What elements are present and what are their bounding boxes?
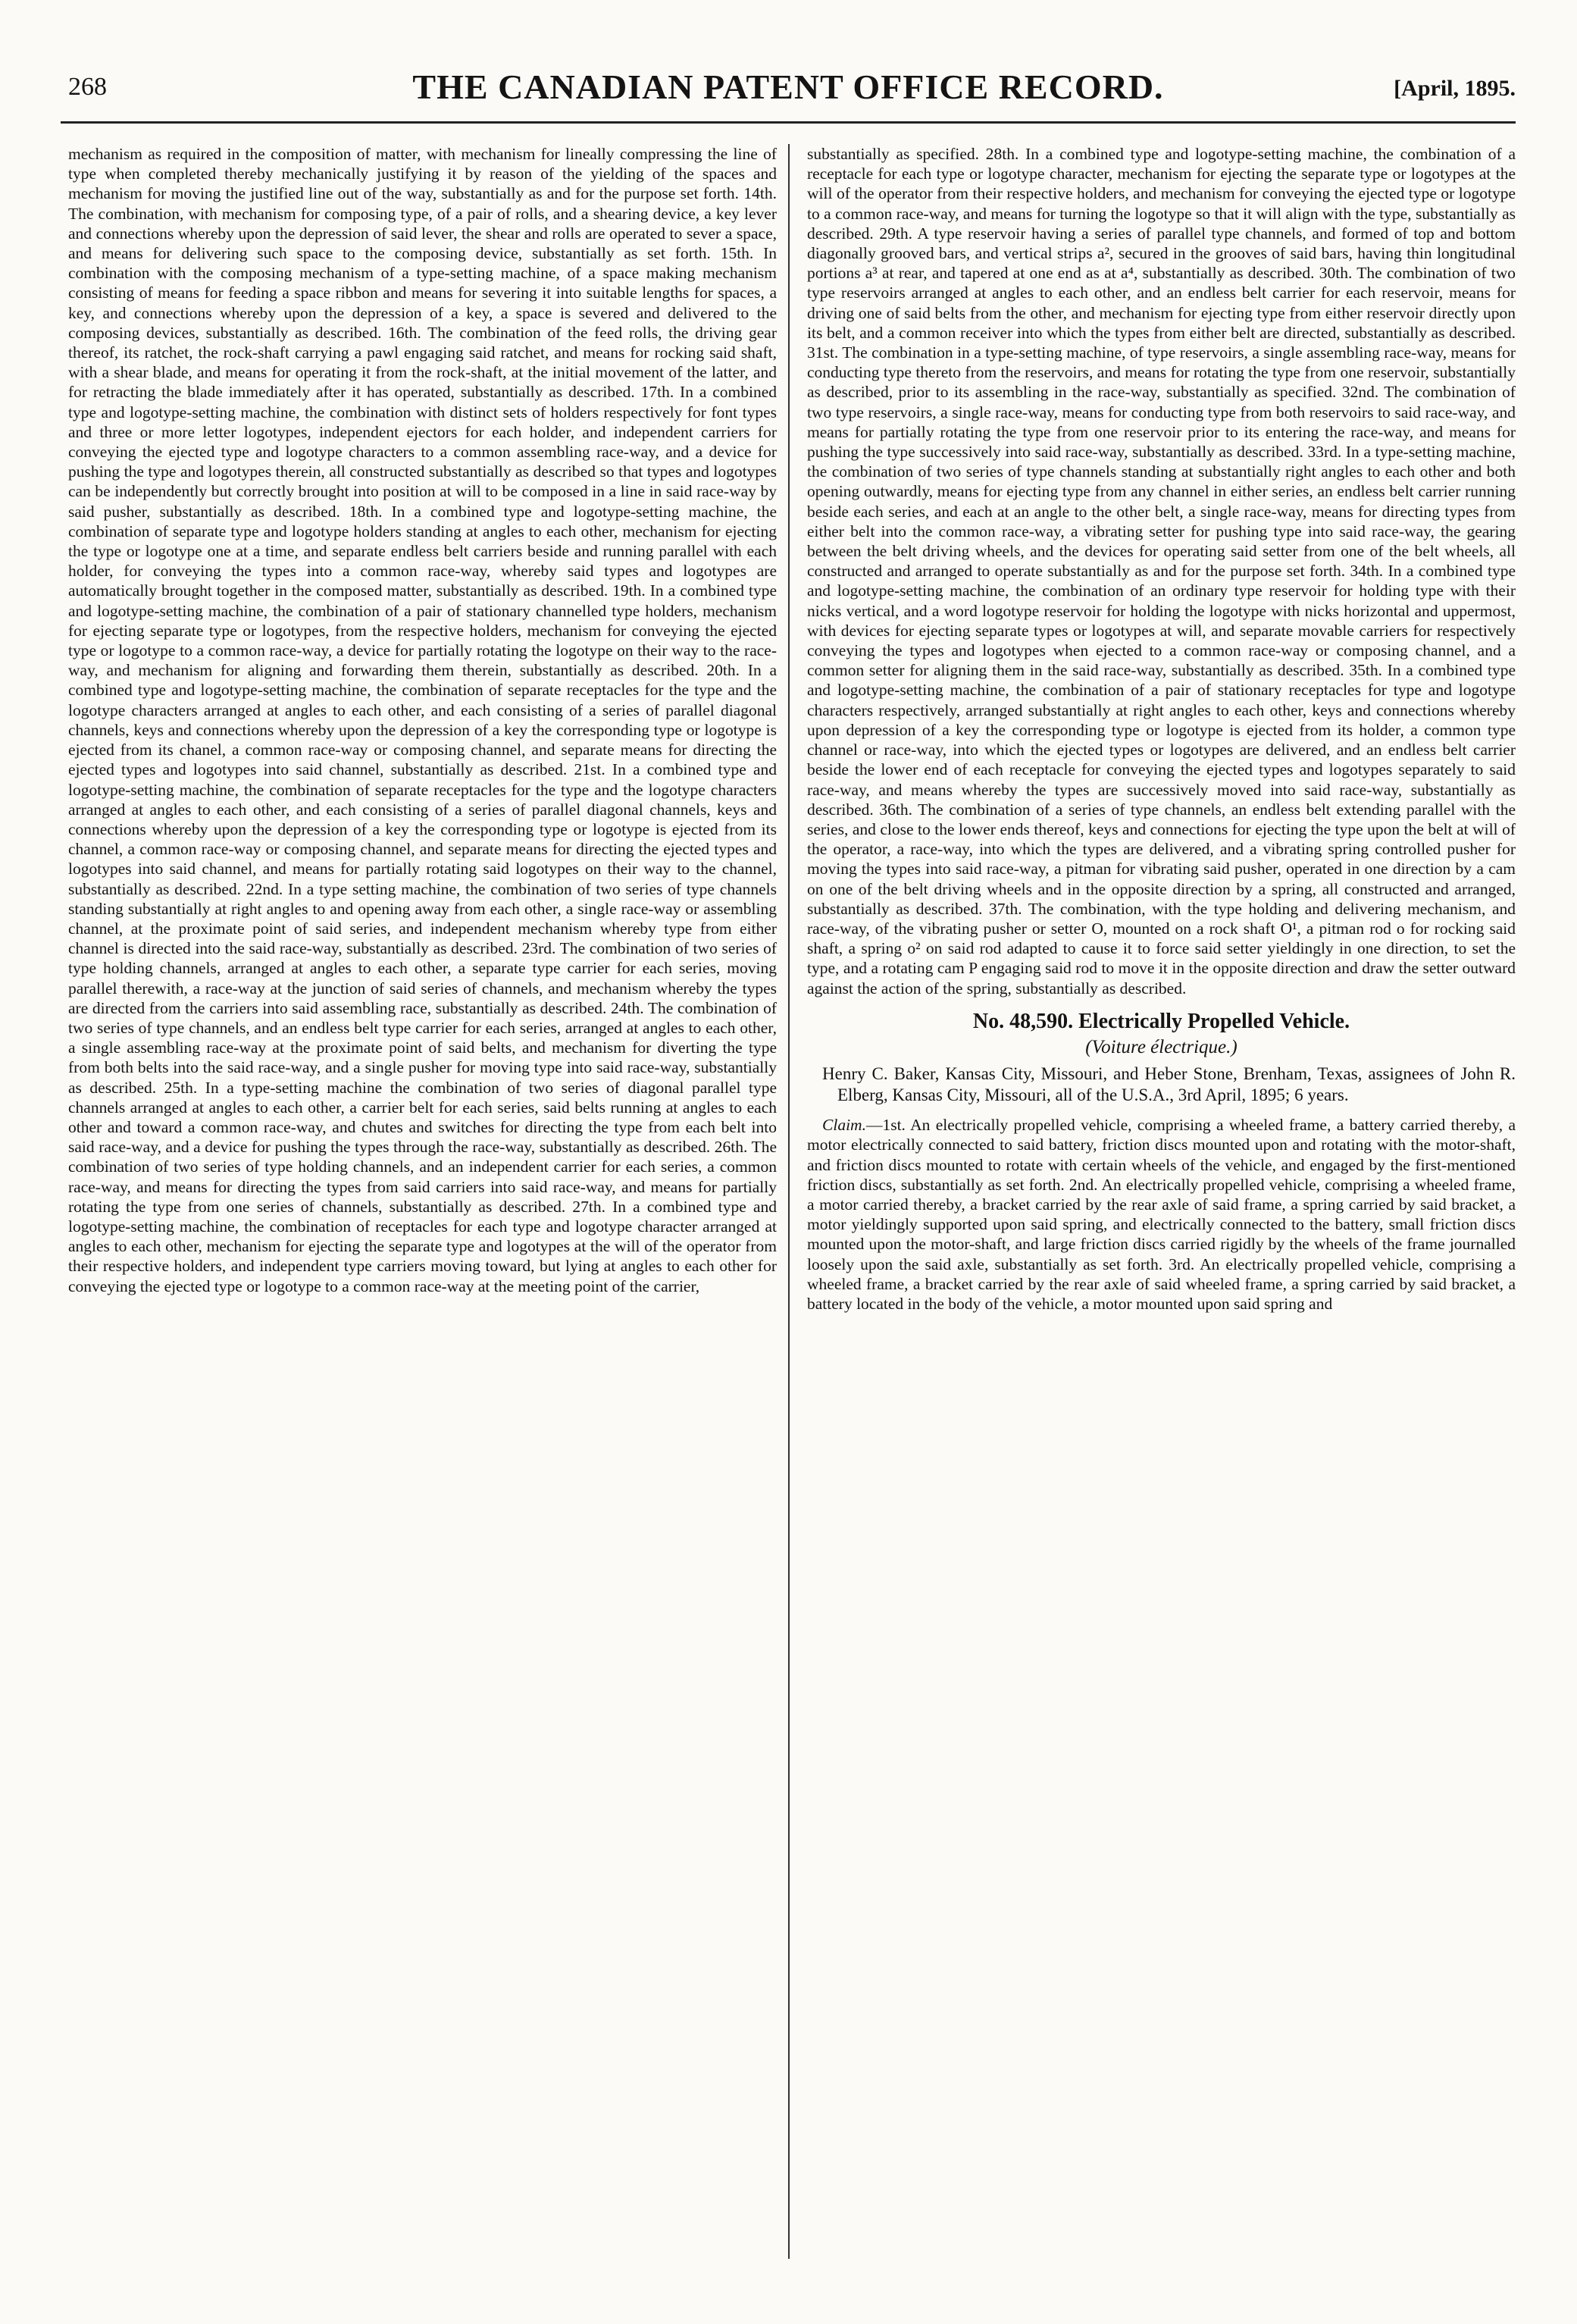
left-column [68, 144, 777, 2259]
patent-heading: No. 48,590. Electrically Propelled Vehicle. [972, 1009, 1350, 1033]
header-rule [61, 121, 1516, 124]
right-column-text: substantially as specified. 28th. In a combined type and logotype-setting machine, the combination of a receptacle for each type or logotype character, mechanism for ejecting the separate type or logotypes at the will of the operator from their respective holders, and mechanism for conveying the ejected type or logotype to a common race-way, and means for turning the logotype so that it will align with the type, substantially as described. 29th. A type reservoir having a series of parallel type channels, and formed of top and bottom diagonally grooved bars, and vertical strips a², secured in the grooves of said bars, having thin longitudinal portions a³ at rear, and tapered at one end as at a⁴, substantially as described. 30th. The combination of two type reservoirs arranged at angles to each other, and an endless belt carrier for each reservoir, means for driving one of said belts from the other, and mechanism for ejecting type from either reservoir directly upon its belt, and a common receiver into which the types from either belt are directed, substantially as described. 31st. The combination in a type-setting machine, of type reservoirs, a single assembling race-way, means for conducting type thereto from the reservoirs, and means for rotating the type from one reservoir, substantially as described, prior to its assembling in the race-way, substantially as specified. 32nd. The combination of two type reservoirs, a single race-way, means for conducting type from both reservoirs to said race-way, and means for partially rotating the type from one reservoir prior to its entering the race-way, and means for pushing the type successively into said race-way, substantially as described. 33rd. In a type-setting machine, the combination of two series of type channels standing at substantially right angles to each other and both opening outwardly, means for ejecting type from any channel in either series, an endless belt carrier running beside each series, and each at an angle to the other belt, a single race-way, means for directing types from either belt into the common race-way, a vibrating setter for pushing type into said race-way, the gearing between the belt driving wheels, and the devices for operating said setter from one of the belt wheels, all constructed and arranged to operate substantially as and for the purpose set forth. 34th. In a combined type and logotype-setting machine, the combination of an ordinary type reservoir for holding type with their nicks vertical, and a word logotype reservoir for holding the logotype with nicks horizontal and uppermost, with devices for ejecting separate types or logotypes at will, and separate movable carriers for respectively conveying the types and logotypes when ejected to a common race-way or composing channel, and a common setter for aligning them in the said race-way, substantially as described. 35th. In a combined type and logotype-setting machine, the combination of a pair of stationary receptacles for type and logotype characters respectively, arranged substantially at right angles to each other, keys and connections whereby upon depression of a key the corresponding type or logotype is ejected from its holder, a common type channel or race-way, into which the ejected types or logotypes are delivered, and an endless belt carrier beside the lower end of each receptacle for conveying the ejected types and logotypes separately to said race-way, and means whereby the types are successively moved into said race-way, substantially as described. 36th. The combination of a series of type channels, an endless belt extending parallel with the series, and close to the lower ends thereof, keys and connections for ejecting the type upon the belt at will of the operator, a race-way, into which the types are delivered, and a vibrating spring controlled pusher for moving the types into said race-way, a pitman for vibrating said pusher, operated in one direction by a cam on one of the belt driving wheels and in the opposite direction by a spring, all constructed and arranged, substantially as described. 37th. The combination, with the type holding and delivering mechanism, and race-way, of the vibrating pusher or setter O, mounted on a rock shaft O¹, a pitman rod o for rocking said shaft, a spring o² on said rod adapted to cause it to force said setter yieldingly in one direction, to set the type, and a rotating cam P engaging said rod to move it in the opposite direction and draw the setter outward against the action of the spring, substantially as described. [807, 145, 1516, 998]
patent-subtitle: (Voiture électrique.) [1085, 1036, 1238, 1057]
patent-applicant: Henry C. Baker, Kansas City, Missouri, and Heber Stone, Brenham, Texas, assignees of John R. Elberg, Kansas City, Missouri, all of the U.S.A., 3rd April, 1895; 6 years. [822, 1064, 1516, 1105]
claim-label: Claim. [822, 1116, 866, 1135]
running-title: THE CANADIAN PATENT OFFICE RECORD. [412, 67, 1164, 106]
page-number: 268 [68, 73, 107, 101]
left-column-text: mechanism as required in the composition of matter, with mechanism for lineally compressing the line of type when completed thereby mechanically justifying it by reason of the yielding of the spaces and mechanism for moving the justified line out of the way, substantially as and for the purpose set forth. 14th. The combination, with mechanism for composing type, of a pair of rolls, and a shearing device, a key lever and connections whereby upon the depression of said lever, the shear and rolls are operated to sever a space, and means for delivering such space to the composing device, substantially as set forth. 15th. In combination with the composing mechanism of a type-setting machine, of a space making mechanism consisting of means for feeding a space ribbon and means for severing it into suitable lengths for spaces, a key, and connections whereby upon the depression of a key, a space is severed and delivered to the composing devices, substantially as described. 16th. The combination of the feed rolls, the driving gear thereof, its ratchet, the rock-shaft carrying a pawl engaging said ratchet, and means for rocking said shaft, with a shear blade, and means for operating it from the rock-shaft, at the initial movement of the latter, and for retracting the blade immediately after it has operated, substantially as described. 17th. In a combined type and logotype-setting machine, the combination with distinct sets of holders respectively for font types and three or more letter logotypes, independent ejectors for each holder, and independent carriers for conveying the ejected type and logotype characters to a common assembling race-way, and a device for pushing the type and logotypes therein, all constructed substantially as described so that types and logotypes can be independently but correctly brought into position at will to be composed in a line in said race-way by said pusher, substantially as described. 18th. In a combined type and logotype-setting machine, the combination of separate type and logotype holders standing at angles to each other, mechanism for ejecting the type or logotype one at a time, and separate endless belt carriers beside and running parallel with each holder, for conveying the types into a common race-way, whereby said types and logotypes are automatically brought together in the composed matter, substantially as described. 19th. In a combined type and logotype-setting machine, the combination of a pair of stationary channelled type holders, mechanism for ejecting separate type or logotypes, from the respective holders, mechanism for conveying the ejected type or logotype to a common race-way, a device for partially rotating the logotype on their way to the race-way, and mechanism for aligning and forwarding them therein, substantially as described. 20th. In a combined type and logotype-setting machine, the combination of separate receptacles for the type and the logotype characters arranged at angles to each other, and each consisting of a series of parallel diagonal channels, keys and connections whereby upon the depression of a key the corresponding type or logotype is ejected from its chanel, a common race-way or composing channel, and separate means for directing the ejected types and logotypes into said channel, substantially as described. 21st. In a combined type and logotype-setting machine, the combination of separate receptacles for the type and the logotype characters arranged at angles to each other, and each consisting of a series of parallel diagonal channels, keys and connections whereby upon the depression of a key the corresponding type or logotype is ejected from its channel, a common race-way or composing channel, and separate means for directing the ejected types and logotypes into said channel, and means for partially rotating said logotypes on their way to the channel, substantially as described. 22nd. In a type setting machine, the combination of two series of type channels standing substantially at right angles to and opening away from each other, a single race-way or assembling channel, at the proximate point of said series, and independent mechanism whereby type from either channel is directed into the said race-way, substantially as described. 23rd. The combination of two series of type holding channels, arranged at angles to each other, a separate type carrier for each series, moving parallel therewith, a race-way at the junction of said series of channels, and mechanism whereby the types are directed from the carriers into said assembling race, substantially as described. 24th. The combination of two series of type channels, and an endless belt type carrier for each series, arranged at angles to each other, a single assembling race-way at the proximate point of said belts, and mechanism for diverting the type from both belts into the said race-way, and a single pusher for moving type into said race-way, substantially as described. 25th. In a type-setting machine the combination of two series of diagonal parallel type channels arranged at angles to each other, a carrier belt for each series, said belts running at angles to each other and toward a common race-way, and chutes and switches for directing the type from each belt into said race-way, and a device for pushing the types through the race-way, substantially as described. 26th. The combination of two series of type holding channels, and an independent carrier for each series, a common race-way, and means for directing the types from said carriers into said race-way, and means for partially rotating the type from one series of channels, substantially as described. 27th. In a combined type and logotype-setting machine, the combination of receptacles for each type and logotype character arranged at angles to each other, mechanism for ejecting the separate type and logotypes at the will of the operator from their respective holders, and independent type carriers moving toward, but lying at angles to each other for conveying the ejected type or logotype to a common race-way at the meeting point of the carrier, [68, 145, 777, 1295]
claims-text: —1st. An electrically propelled vehicle, comprising a wheeled frame, a battery carried thereby, a motor electrically connected to said battery, friction discs mounted upon and rotating with the motor-shaft, and friction discs mounted to rotate with certain wheels of the vehicle, and engaged by the first-mentioned friction discs, substantially as set forth. 2nd. An electrically propelled vehicle, comprising a wheeled frame, a motor carried thereby, a bracket carried by the rear axle of said frame, a spring carried by said bracket, a motor yieldingly supported upon said spring, and electrically connected to the battery, small friction discs mounted upon the motor-shaft, and large friction discs carried rigidly by the wheels of the frame journalled loosely upon the said axle, substantially as set forth. 3rd. An electrically propelled vehicle, comprising a wheeled frame, a bracket carried by the rear axle of said wheeled frame, a spring carried by said bracket, a battery located in the body of the vehicle, a motor mounted upon said spring and [807, 1116, 1516, 1313]
issue-date: [April, 1895. [1394, 76, 1516, 101]
right-column [807, 144, 1516, 2259]
patent-claims [807, 1115, 1516, 1314]
column-divider [788, 144, 790, 2259]
page-header [61, 67, 1516, 112]
